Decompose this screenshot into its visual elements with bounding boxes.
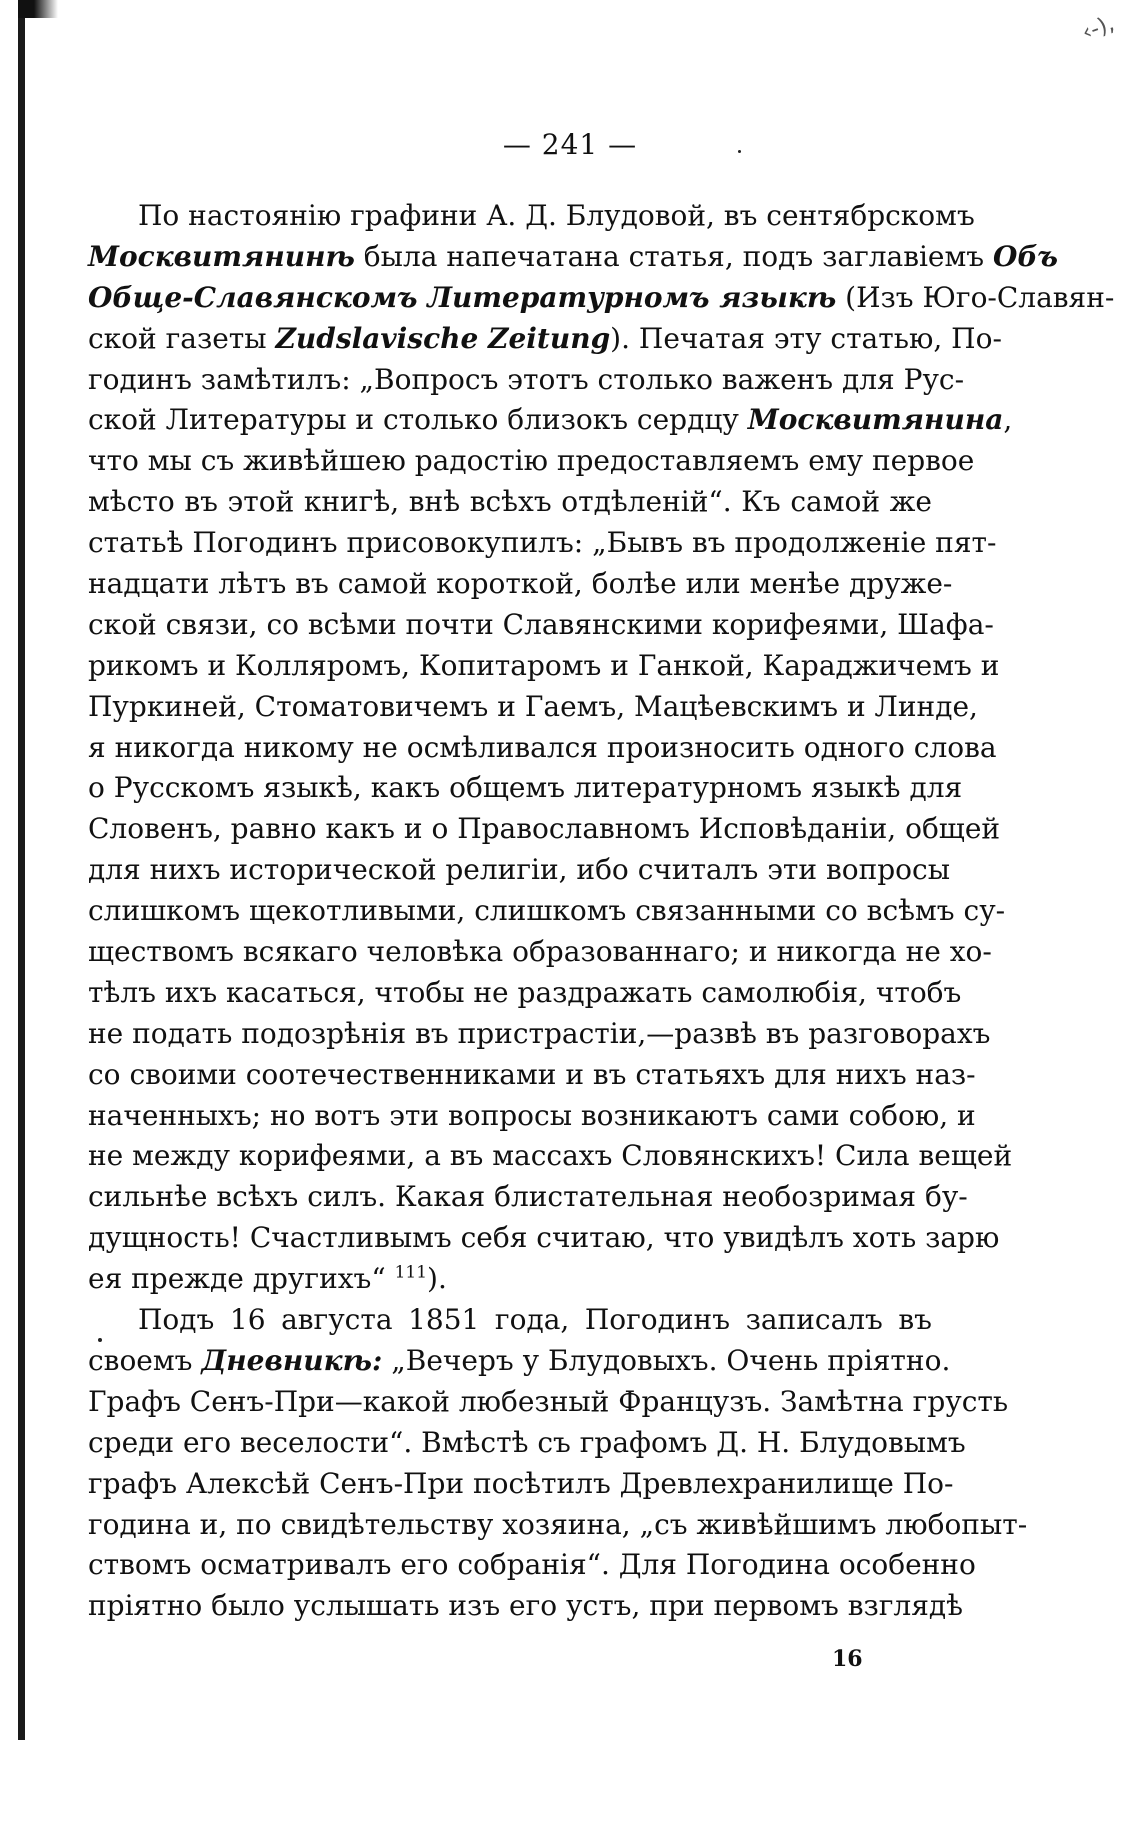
text-line [88,360,965,401]
text-segment: ской связи, со всѣми почти Славянскими корифеями, Шафа- [88,607,994,641]
text-segment: сильнѣе всѣхъ силъ. Какая блистательная необозримая бу- [88,1180,968,1214]
text-line [88,891,1006,932]
text-segment: ской Литературы и столько близокъ сердцу [88,403,748,437]
text-segment: Словенъ, равно какъ и о Православномъ Исповѣданіи, общей [88,812,1001,846]
text-line [88,1014,991,1055]
text-line [88,1218,1000,1259]
text-line [88,687,978,728]
text-segment: рикомъ и Колляромъ, Копитаромъ и Ганкой, Караджичемъ и [88,648,1000,682]
text-segment: ). Печатая эту статью, По- [610,321,1002,355]
text-line [88,1545,976,1586]
text-line [88,1505,1028,1546]
text-line [88,605,994,646]
text-segment: (Изъ Юго-Славян- [836,280,1115,314]
text-line [88,1096,976,1137]
text-line [88,850,950,891]
text-line [88,1464,954,1505]
text-segment: была напечатана статья, подъ заглавіемъ [354,239,993,273]
text-segment: ской газеты [88,321,276,355]
text-segment: година и, по свидѣтельству хозяина, „съ живѣйшимъ любопыт- [88,1507,1028,1541]
text-line [88,973,962,1014]
body-text [88,196,1115,1627]
text-line [88,1259,932,1300]
text-segment: пріятно было услышать изъ его устъ, при первомъ взглядѣ [88,1589,963,1623]
text-segment: я никогда никому не осмѣливался произносить одного слова [88,730,997,764]
text-line [88,441,975,482]
text-line [88,1382,1009,1423]
text-line [88,1136,1013,1177]
text-segment: не между корифеями, а въ массахъ Словянскихъ! Сила вещей [88,1139,1013,1173]
text-segment: Пуркиней, Стоматовичемъ и Гаемъ, Мацѣевскимъ и Линде, [88,689,978,723]
text-line [88,1300,932,1341]
text-segment: статьѣ Погодинъ присовокупилъ: „Бывъ въ продолженіе пят- [88,526,997,560]
text-line [88,728,997,769]
text-segment: ея прежде другихъ“ [88,1262,395,1296]
text-segment: тѣлъ ихъ касаться, чтобы не раздражать самолюбія, чтобъ [88,975,962,1009]
text-segment: для нихъ исторической религіи, ибо считалъ эти вопросы [88,853,950,887]
text-line [88,1586,963,1627]
text-line [88,319,1002,360]
text-line [88,196,975,237]
text-segment: слишкомъ щекотливыми, слишкомъ связанными со всѣмъ су- [88,894,1006,928]
italic-title: Объ [993,239,1058,273]
italic-title: Обще-Славянскомъ Литературномъ языкѣ [88,280,837,314]
text-segment: , [1003,403,1013,437]
text-line [88,523,997,564]
text-line [88,1055,976,1096]
text-segment: „Вечеръ у Блудовыхъ. Очень пріятно. [382,1343,951,1377]
text-segment: наченныхъ; но вотъ эти вопросы возникаютъ сами собою, и [88,1098,976,1132]
italic-title: Москвитянина [747,403,1004,437]
text-line [88,400,1013,441]
signature-mark: 16 [832,1646,863,1672]
text-segment: ществомъ всякаго человѣка образованнаго; и никогда не хо- [88,935,992,969]
text-line [88,1341,951,1382]
text-segment: мѣсто въ этой книгѣ, внѣ всѣхъ отдѣленій“. Къ самой же [88,485,932,519]
scan-edge-corner [18,0,58,18]
text-segment: своемъ [88,1343,202,1377]
scan-mark-icon: ‹-), [1078,11,1118,46]
italic-title: Москвитянинѣ [88,239,355,273]
text-line [88,564,953,605]
text-segment: что мы съ живѣйшею радостію предоставляемъ ему первое [88,444,975,478]
footnote-ref: 111 [394,1262,428,1283]
text-segment: Графъ Сенъ-При—какой любезный Французъ. Замѣтна грусть [88,1384,1009,1418]
text-line [88,768,963,809]
text-segment: не подать подозрѣнія въ пристрастіи,—развѣ въ разговорахъ [88,1016,991,1050]
text-segment: о Русскомъ языкѣ, какъ общемъ литературномъ языкѣ для [88,771,963,805]
text-segment: дущность! Счастливымъ себя считаю, что увидѣлъ хоть зарю [88,1221,1000,1255]
text-segment: Подъ 16 августа 1851 года, Погодинъ записалъ въ [138,1303,932,1337]
italic-title: Zudslavische Zeitung [275,321,611,355]
page-number: — 241 — [502,128,638,161]
text-segment: со своими соотечественниками и въ статьяхъ для нихъ наз- [88,1057,976,1091]
text-line [88,1423,966,1464]
italic-title: Дневникѣ: [201,1343,383,1377]
text-segment: среди его веселости“. Вмѣстѣ съ графомъ Д. Н. Блудовымъ [88,1425,966,1459]
scan-edge-left [18,0,25,1740]
text-segment: графъ Алексѣй Сенъ-При посѣтилъ Древлехранилище По- [88,1466,954,1500]
text-segment: годинъ замѣтилъ: „Вопросъ этотъ столько важенъ для Рус- [88,362,965,396]
text-line [88,809,1001,850]
text-line [88,1177,968,1218]
text-segment: ). [427,1262,447,1296]
text-segment: надцати лѣтъ въ самой короткой, болѣе или менѣе друже- [88,567,953,601]
text-segment: По настоянію графини А. Д. Блудовой, въ сентябрскомъ [138,199,975,232]
text-line [88,237,1058,278]
text-line [88,482,932,523]
text-line [88,932,992,973]
text-line [88,278,1115,319]
text-segment: ствомъ осматривалъ его собранія“. Для Погодина особенно [88,1548,976,1582]
text-line [88,646,1000,687]
